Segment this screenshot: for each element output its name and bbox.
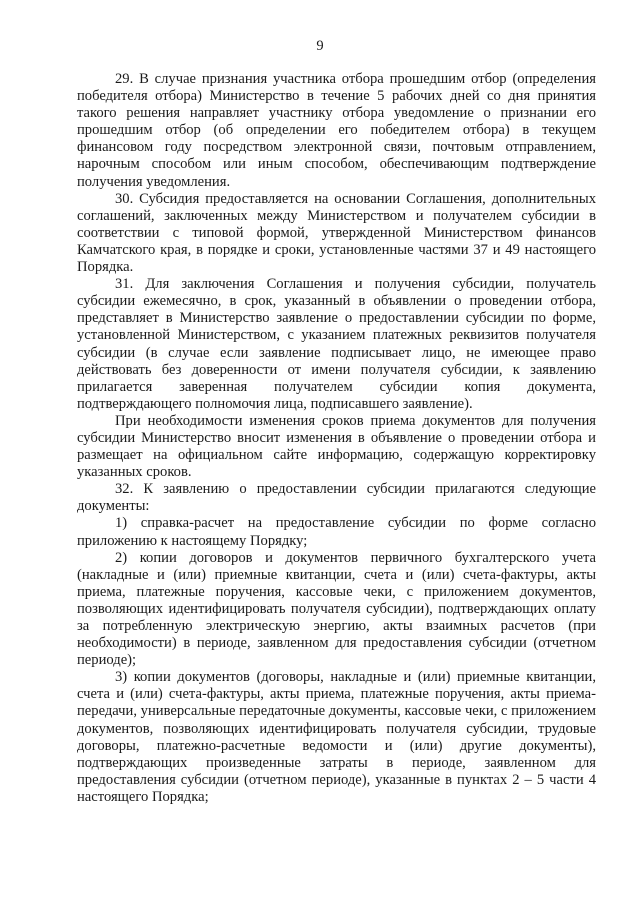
paragraph-31: 31. Для заключения Соглашения и получения субсидии, получатель субсидии ежемесячно, в срок, указанный в объявлении о проведении отбора, представляет в Министерство заявление о предоставлении субсидии по форме, установленной Министерством, с указанием платежных реквизитов получателя субсидии (в случае если заявление подписывает лицо, не имеющее право действовать без доверенности от имени получателя субсидии, к заявлению прилагается заверенная получателем субсидии копия документа, подтверждающего полномочия лица, подписавшего заявление). xyxy=(77,276,596,412)
list-item-1: 1) справка-расчет на предоставление субсидии по форме согласно приложению к настоящему Порядку; xyxy=(77,515,596,549)
document-body xyxy=(77,71,596,806)
paragraph-32: 32. К заявлению о предоставлении субсидии прилагаются следующие документы: xyxy=(77,481,596,515)
list-item-2: 2) копии договоров и документов первичного бухгалтерского учета (накладные и (или) приемные квитанции, счета и (или) счета-фактуры, акты приема, платежные поручения, кассовые чеки, с приложением документов, позволяющих идентифицировать получателя субсидии), подтверждающих оплату за потребленную электрическую энергию, акты взаимных расчетов (при необходимости) в периоде, заявленном для предоставления субсидии (отчетном периоде); xyxy=(77,549,596,669)
list-item-3: 3) копии документов (договоры, накладные и (или) приемные квитанции, счета и (или) счета-фактуры, акты приема, платежные поручения, акты приема-передачи, универсальные передаточные документы, кассовые чеки, с приложением документов, позволяющих идентифицировать получателя субсидии, трудовые договоры, платежно-расчетные ведомости и (или) другие документы), подтверждающих произведенные затраты в периоде, заявленном для предоставления субсидии (отчетном периоде), указанные в пунктах 2 – 5 части 4 настоящего Порядка; xyxy=(77,669,596,805)
page-number: 9 xyxy=(316,38,324,54)
paragraph-30: 30. Субсидия предоставляется на основании Соглашения, дополнительных соглашений, заключенных между Министерством и получателем субсидии в соответствии с типовой формой, утвержденной Министерством финансов Камчатского края, в порядке и сроки, установленные частями 37 и 49 настоящего Порядка. xyxy=(77,190,596,276)
paragraph-29: 29. В случае признания участника отбора прошедшим отбор (определения победителя отбора) Министерство в течение 5 рабочих дней со дня принятия такого решения направляет участнику отбора уведомление о признании его прошедшим отбор (об определении его победителем отбора) в текущем финансовом году посредством электронной связи, почтовым отправлением, нарочным способом или иным способом, обеспечивающим подтверждение получения уведомления. xyxy=(77,71,596,190)
paragraph-31-deadline-change: При необходимости изменения сроков приема документов для получения субсидии Министерство вносит изменения в объявление о проведении отбора и размещает на официальном сайте информацию, содержащую корректировку указанных сроков. xyxy=(77,412,596,481)
